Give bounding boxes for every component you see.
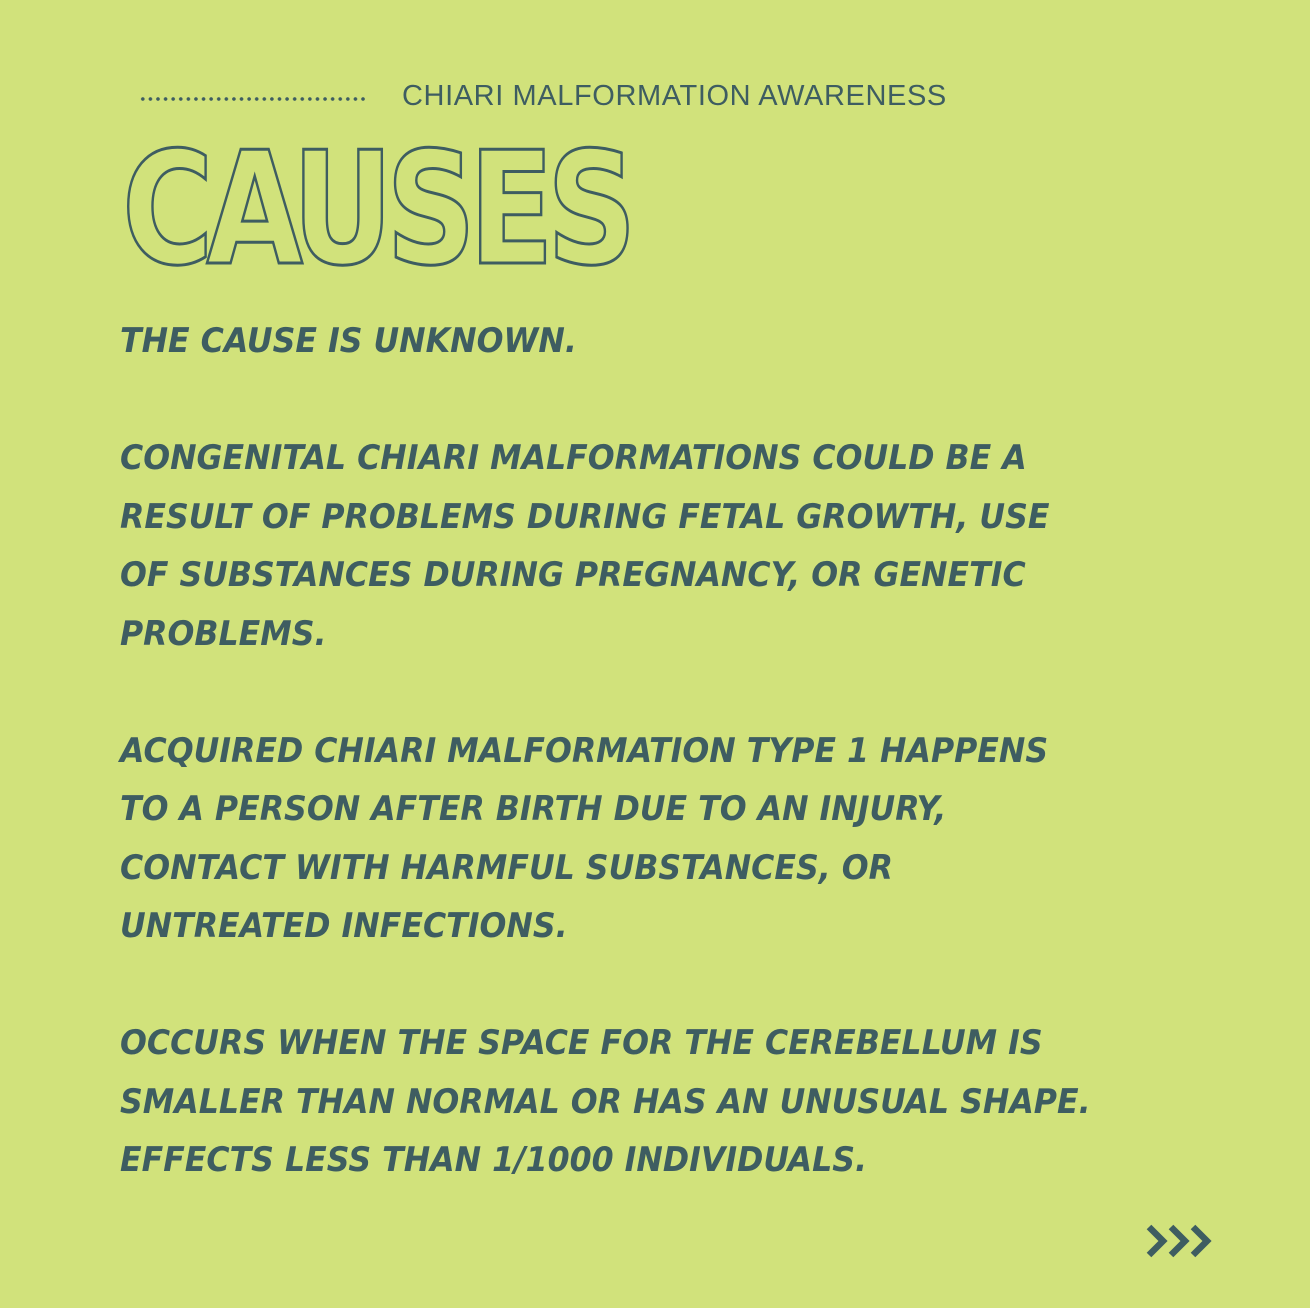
kicker-label: CHIARI MALFORMATION AWARENESS: [402, 80, 947, 112]
triple-chevron-right-icon: [1146, 1222, 1214, 1260]
paragraph-occurs: [120, 1014, 1220, 1190]
text-line: EFFECTS LESS THAN 1/1000 INDIVIDUALS.: [120, 1140, 868, 1180]
text-line: RESULT OF PROBLEMS DURING FETAL GROWTH, USE: [120, 496, 1050, 537]
text-line: CONTACT WITH HARMFUL SUBSTANCES, OR: [120, 847, 894, 888]
page-title: CAUSES: [122, 118, 630, 300]
text-line: CONGENITAL CHIARI MALFORMATIONS COULD BE A: [120, 438, 1027, 478]
text-line: THE CAUSE IS UNKNOWN.: [120, 321, 577, 361]
text-line: PROBLEMS.: [120, 613, 327, 654]
text-line: SMALLER THAN NORMAL OR HAS AN UNUSUAL SHAPE.: [120, 1081, 1091, 1122]
dotted-divider: [139, 96, 365, 102]
text-line: ACQUIRED CHIARI MALFORMATION TYPE 1 HAPPENS: [120, 730, 1049, 771]
paragraph-congenital: [120, 429, 1220, 663]
paragraph-acquired: [120, 722, 1220, 956]
body-text: [120, 312, 1220, 1190]
text-line: OCCURS WHEN THE SPACE FOR THE CEREBELLUM IS: [120, 1023, 1043, 1063]
text-line: TO A PERSON AFTER BIRTH DUE TO AN INJURY,: [120, 789, 947, 829]
text-line: OF SUBSTANCES DURING PREGNANCY, OR GENETIC: [120, 555, 1026, 595]
paragraph-cause-unknown: [120, 312, 1220, 371]
text-line: UNTREATED INFECTIONS.: [120, 906, 568, 946]
next-slide-button[interactable]: [1146, 1222, 1214, 1260]
